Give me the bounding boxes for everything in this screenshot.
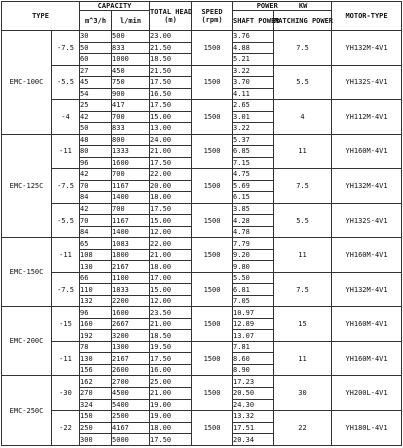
flow-m3-cell: 300 (80, 434, 112, 446)
speed-cell: 1500 (192, 134, 233, 169)
flow-m3-cell: 42 (80, 111, 112, 123)
flow-m3-cell: 130 (80, 261, 112, 273)
flow-lmin-cell: 3200 (112, 330, 150, 342)
speed-cell: 1500 (192, 376, 233, 411)
model-type-cell: EMC-150C (2, 238, 52, 307)
flow-lmin-cell: 1600 (112, 307, 150, 319)
impeller-cell: -11 (52, 134, 80, 169)
head-cell: 17.50 (150, 77, 192, 89)
shaft-power-cell: 10.97 (233, 307, 274, 319)
speed-cell: 1500 (192, 238, 233, 273)
power-unit: KW (298, 2, 308, 10)
flow-lmin-cell: 1300 (112, 341, 150, 353)
flow-m3-cell: 45 (80, 77, 112, 89)
flow-lmin-cell: 1000 (112, 54, 150, 66)
flow-m3-cell: 160 (80, 318, 112, 330)
flow-m3-cell: 42 (80, 203, 112, 215)
flow-m3-cell: 66 (80, 272, 112, 284)
matching-power-cell: 4 (274, 100, 332, 135)
flow-lmin-cell: 833 (112, 42, 150, 54)
flow-lmin-cell: 800 (112, 134, 150, 146)
flow-lmin-cell: 417 (112, 100, 150, 112)
matching-power-cell: 7.5 (274, 272, 332, 307)
flow-lmin-cell: 450 (112, 65, 150, 77)
head-cell: 13.00 (150, 123, 192, 135)
flow-m3-cell: 50 (80, 123, 112, 135)
shaft-power-cell: 5.37 (233, 134, 274, 146)
shaft-power-cell: 8.60 (233, 353, 274, 365)
speed-cell: 1500 (192, 341, 233, 376)
impeller-cell: -7.5 (52, 31, 80, 66)
shaft-power-cell: 6.81 (233, 284, 274, 296)
head-cell: 15.00 (150, 111, 192, 123)
head-cell: 21.00 (150, 387, 192, 399)
table-header (2, 2, 402, 31)
head-cell: 22.00 (150, 238, 192, 250)
motor-type-cell: YH132M-4V1 (332, 272, 402, 307)
shaft-power-cell: 4.28 (233, 215, 274, 227)
speed-header (192, 2, 233, 31)
shaft-power-cell: 3.70 (233, 77, 274, 89)
flow-lmin-cell: 700 (112, 203, 150, 215)
flow-lmin-cell: 2200 (112, 295, 150, 307)
flow-lmin-cell: 1100 (112, 272, 150, 284)
impeller-cell: -5.5 (52, 65, 80, 100)
table-row (2, 100, 402, 112)
matching-power-cell: 11 (274, 134, 332, 169)
shaft-power-cell: 7.15 (233, 157, 274, 169)
head-cell: 17.50 (150, 100, 192, 112)
head-cell: 21.00 (150, 318, 192, 330)
motor-type-cell: YH132S-4V1 (332, 203, 402, 238)
table-row (2, 411, 402, 423)
motor-type-cell: YH132S-4V1 (332, 65, 402, 100)
total-head-label: TOTAL HEAD (150, 8, 193, 16)
flow-m3-cell: 30 (80, 31, 112, 43)
flow-lmin-cell: 1800 (112, 249, 150, 261)
table-row (2, 169, 402, 181)
flow-m3-cell: 84 (80, 192, 112, 204)
flow-lmin-cell: 1167 (112, 215, 150, 227)
shaft-power-cell: 20.50 (233, 387, 274, 399)
flow-lmin-cell: 5000 (112, 434, 150, 446)
flow-m3-cell: 192 (80, 330, 112, 342)
flow-m3-cell: 84 (80, 226, 112, 238)
flow-m3-cell: 162 (80, 376, 112, 388)
table-row (2, 238, 402, 250)
flow-m3-cell: 96 (80, 157, 112, 169)
impeller-cell: -22 (52, 411, 80, 446)
head-cell: 16.00 (150, 364, 192, 376)
head-cell: 16.50 (150, 88, 192, 100)
head-cell: 21.00 (150, 146, 192, 158)
flow-lmin-cell: 1167 (112, 180, 150, 192)
table-body (2, 31, 402, 446)
flow-m3-cell: 50 (80, 42, 112, 54)
shaft-power-cell: 6.85 (233, 146, 274, 158)
pump-spec-table (1, 1, 402, 446)
flow-lmin-cell: 1333 (112, 146, 150, 158)
shaft-power-cell: 6.15 (233, 192, 274, 204)
flow-lmin-cell: 1833 (112, 284, 150, 296)
table-row (2, 31, 402, 43)
flow-m3-cell: 70 (80, 180, 112, 192)
shaft-power-cell: 3.76 (233, 31, 274, 43)
motor-type-cell: YH160M-4V1 (332, 307, 402, 342)
flow-lmin-cell: 5400 (112, 399, 150, 411)
impeller-cell: -7.5 (52, 272, 80, 307)
speed-label: SPEED (201, 8, 223, 16)
flow-lmin-cell: 1400 (112, 226, 150, 238)
shaft-power-cell: 8.90 (233, 364, 274, 376)
matching-power-cell: 11 (274, 238, 332, 273)
flow-lmin-cell: 1400 (112, 192, 150, 204)
shaft-power-cell: 3.01 (233, 111, 274, 123)
shaft-power-cell: 7.81 (233, 341, 274, 353)
matching-power-cell: 7.5 (274, 169, 332, 204)
impeller-cell: -11 (52, 341, 80, 376)
head-cell: 21.50 (150, 65, 192, 77)
head-cell: 19.00 (150, 399, 192, 411)
flow-lmin-cell: 2667 (112, 318, 150, 330)
flow-m3-cell: 324 (80, 399, 112, 411)
table-row (2, 307, 402, 319)
shaft-power-cell: 4.75 (233, 169, 274, 181)
head-cell: 25.00 (150, 376, 192, 388)
head-cell: 18.50 (150, 54, 192, 66)
shaft-power-cell: 5.69 (233, 180, 274, 192)
model-type-cell: EMC-100C (2, 31, 52, 135)
matching-power-cell: 22 (274, 411, 332, 446)
shaft-power-cell: 2.65 (233, 100, 274, 112)
head-cell: 19.50 (150, 341, 192, 353)
head-cell: 18.50 (150, 330, 192, 342)
flow-lmin-cell: 2700 (112, 376, 150, 388)
head-cell: 21.50 (150, 42, 192, 54)
shaft-power-cell: 12.89 (233, 318, 274, 330)
speed-cell: 1500 (192, 203, 233, 238)
matching-power-cell: 7.5 (274, 31, 332, 66)
head-cell: 18.00 (150, 192, 192, 204)
flow-lmin-cell: 2600 (112, 364, 150, 376)
flow-lmin-cell: 4167 (112, 422, 150, 434)
flow-lmin-cell: 833 (112, 123, 150, 135)
head-cell: 18.00 (150, 261, 192, 273)
power-label: POWER (256, 2, 278, 10)
flow-lmin-cell: 2167 (112, 353, 150, 365)
shaft-power-cell: 5.50 (233, 272, 274, 284)
head-cell: 20.00 (150, 180, 192, 192)
flow-lmin-cell: 700 (112, 169, 150, 181)
flow-m3-cell: 96 (80, 307, 112, 319)
shaft-power-cell: 3.22 (233, 123, 274, 135)
motor-type-cell: YH180L-4V1 (332, 411, 402, 446)
speed-cell: 1500 (192, 411, 233, 446)
head-cell: 21.00 (150, 249, 192, 261)
shaft-power-cell: 13.32 (233, 411, 274, 423)
impeller-cell: -7.5 (52, 169, 80, 204)
speed-cell: 1500 (192, 272, 233, 307)
flow-lmin-cell: 700 (112, 111, 150, 123)
shaft-power-cell: 4.78 (233, 226, 274, 238)
flow-m3-cell: 270 (80, 387, 112, 399)
flow-lmin-cell: 2500 (112, 411, 150, 423)
flow-lmin-cell: 1083 (112, 238, 150, 250)
total-head-header (150, 2, 192, 31)
shaft-power-cell: 4.88 (233, 42, 274, 54)
table-row (2, 203, 402, 215)
shaft-power-header: SHAFT POWER (233, 11, 274, 31)
type-header: TYPE (2, 2, 80, 31)
flow-m3-cell: 250 (80, 422, 112, 434)
flow-m3-cell: 78 (80, 341, 112, 353)
shaft-power-cell: 3.22 (233, 65, 274, 77)
impeller-cell: -30 (52, 376, 80, 411)
shaft-power-cell: 20.34 (233, 434, 274, 446)
model-type-cell: EMC-200C (2, 307, 52, 376)
flow-m3-cell: 130 (80, 353, 112, 365)
flow-m3-cell: 42 (80, 169, 112, 181)
impeller-cell: -5.5 (52, 203, 80, 238)
speed-cell: 1500 (192, 169, 233, 204)
model-type-cell: EMC-250C (2, 376, 52, 446)
speed-cell: 1500 (192, 100, 233, 135)
shaft-power-cell: 9.80 (233, 261, 274, 273)
impeller-cell: -4 (52, 100, 80, 135)
head-cell: 12.00 (150, 295, 192, 307)
shaft-power-cell: 4.11 (233, 88, 274, 100)
head-unit: (m) (164, 16, 177, 24)
model-type-cell: EMC-125C (2, 134, 52, 238)
shaft-power-cell: 5.21 (233, 54, 274, 66)
head-cell: 17.50 (150, 434, 192, 446)
motor-type-cell: YH200L-4V1 (332, 376, 402, 411)
shaft-power-cell: 3.85 (233, 203, 274, 215)
shaft-power-cell: 7.05 (233, 295, 274, 307)
impeller-cell: -15 (52, 307, 80, 342)
speed-cell: 1500 (192, 65, 233, 100)
speed-unit: (rpm) (201, 16, 223, 24)
matching-power-cell: 5.5 (274, 203, 332, 238)
head-cell: 17.50 (150, 353, 192, 365)
shaft-power-cell: 17.23 (233, 376, 274, 388)
motor-type-cell: YH160M-4V1 (332, 238, 402, 273)
table-row (2, 376, 402, 388)
capacity-header: CAPACITY (80, 2, 150, 11)
matching-power-header: MATCHING POWER (274, 11, 332, 31)
power-header (233, 2, 332, 11)
flow-m3-cell: 60 (80, 54, 112, 66)
shaft-power-cell: 17.51 (233, 422, 274, 434)
shaft-power-cell: 13.07 (233, 330, 274, 342)
flow-m3-header: m^3/h (80, 11, 112, 31)
flow-m3-cell: 80 (80, 146, 112, 158)
head-cell: 23.50 (150, 307, 192, 319)
matching-power-cell: 30 (274, 376, 332, 411)
head-cell: 17.00 (150, 272, 192, 284)
flow-lmin-cell: 900 (112, 88, 150, 100)
head-cell: 24.00 (150, 134, 192, 146)
flow-m3-cell: 27 (80, 65, 112, 77)
flow-m3-cell: 132 (80, 295, 112, 307)
head-cell: 15.00 (150, 215, 192, 227)
table-row (2, 134, 402, 146)
head-cell: 18.00 (150, 422, 192, 434)
table-row (2, 272, 402, 284)
motor-type-cell: YH160M-4V1 (332, 341, 402, 376)
motor-type-cell: YH160M-4V1 (332, 134, 402, 169)
flow-lmin-cell: 500 (112, 31, 150, 43)
matching-power-cell: 15 (274, 307, 332, 342)
speed-cell: 1500 (192, 31, 233, 66)
flow-m3-cell: 70 (80, 215, 112, 227)
head-cell: 17.50 (150, 203, 192, 215)
shaft-power-cell: 24.30 (233, 399, 274, 411)
head-cell: 22.00 (150, 169, 192, 181)
motor-type-header: MOTOR-TYPE (332, 2, 402, 31)
head-cell: 12.00 (150, 226, 192, 238)
motor-type-cell: YH112M-4V1 (332, 100, 402, 135)
flow-m3-cell: 110 (80, 284, 112, 296)
motor-type-cell: YH132M-4V1 (332, 169, 402, 204)
matching-power-cell: 11 (274, 341, 332, 376)
flow-lmin-cell: 2167 (112, 261, 150, 273)
table-row (2, 65, 402, 77)
shaft-power-cell: 7.79 (233, 238, 274, 250)
flow-m3-cell: 65 (80, 238, 112, 250)
flow-m3-cell: 25 (80, 100, 112, 112)
flow-m3-cell: 108 (80, 249, 112, 261)
impeller-cell: -11 (52, 238, 80, 273)
flow-m3-cell: 156 (80, 364, 112, 376)
flow-lmin-cell: 750 (112, 77, 150, 89)
motor-type-cell: YH132M-4V1 (332, 31, 402, 66)
head-cell: 23.00 (150, 31, 192, 43)
shaft-power-cell: 9.20 (233, 249, 274, 261)
head-cell: 19.00 (150, 411, 192, 423)
head-cell: 15.00 (150, 284, 192, 296)
flow-m3-cell: 48 (80, 134, 112, 146)
flow-lmin-header: l/min (112, 11, 150, 31)
matching-power-cell: 5.5 (274, 65, 332, 100)
flow-m3-cell: 150 (80, 411, 112, 423)
speed-cell: 1500 (192, 307, 233, 342)
table-row (2, 341, 402, 353)
flow-lmin-cell: 4500 (112, 387, 150, 399)
flow-m3-cell: 54 (80, 88, 112, 100)
flow-lmin-cell: 1600 (112, 157, 150, 169)
head-cell: 17.50 (150, 157, 192, 169)
